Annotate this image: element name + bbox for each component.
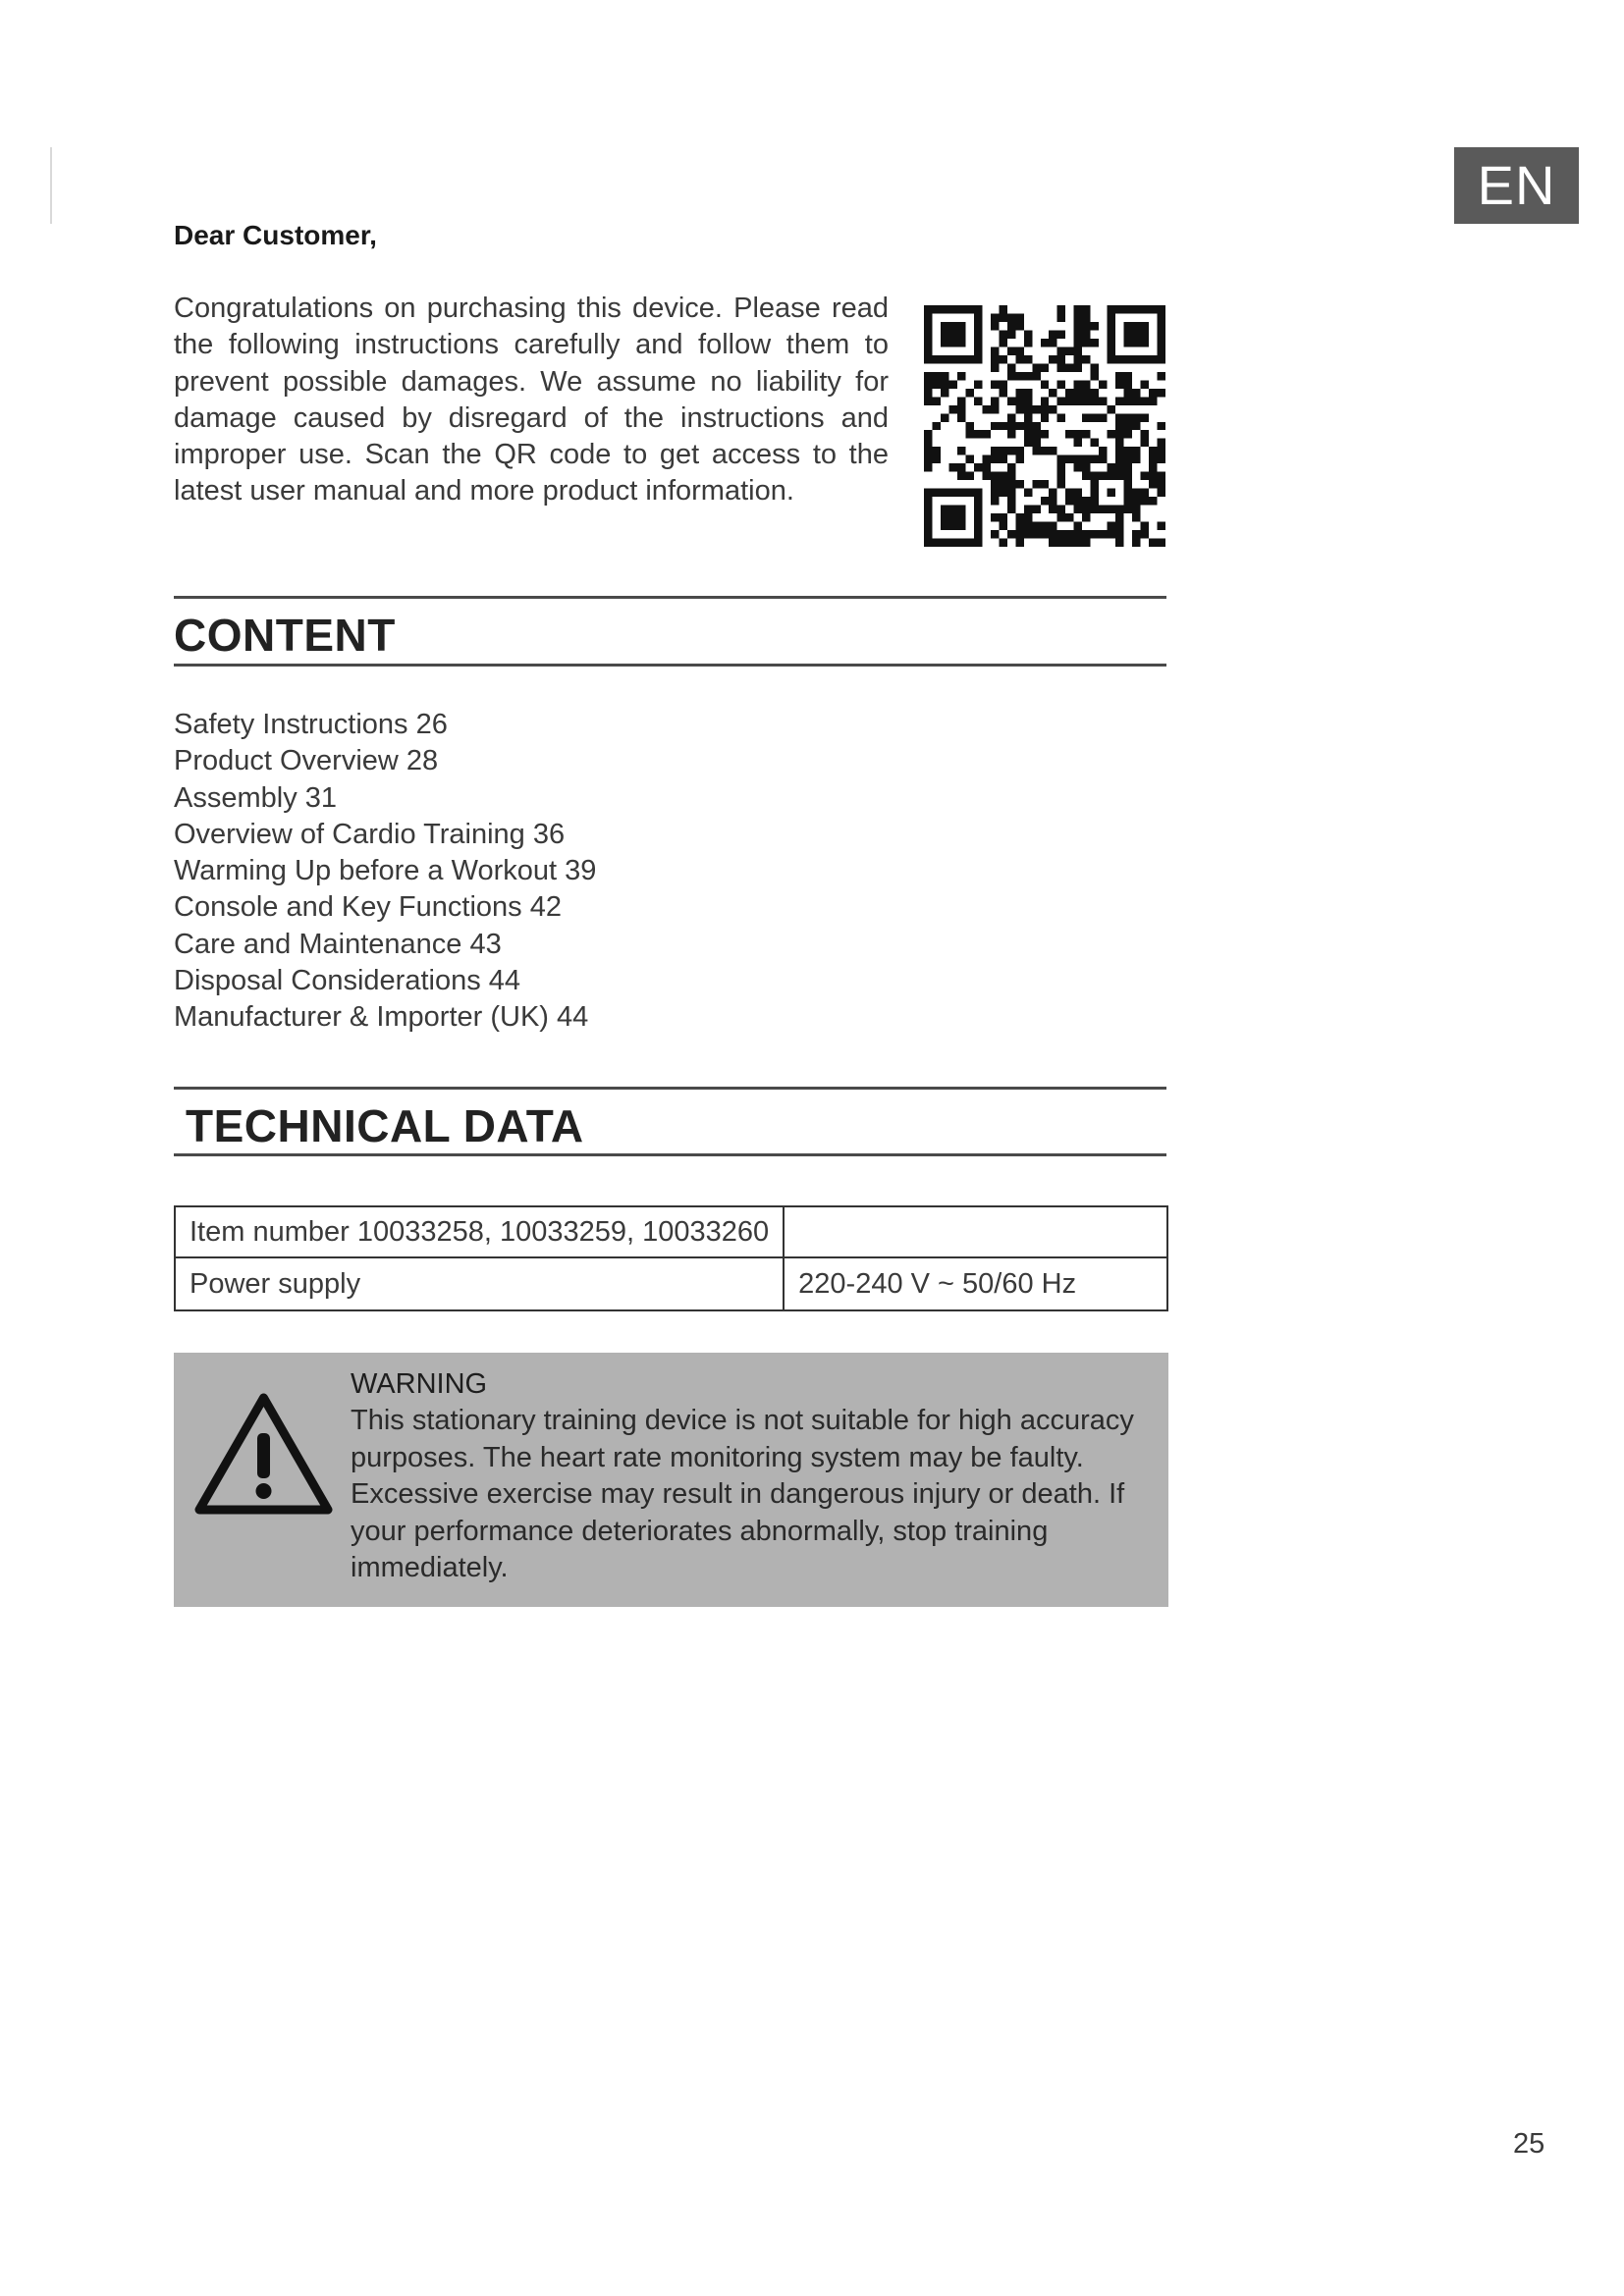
table-cell-value — [784, 1206, 1167, 1257]
technical-rule-bottom — [174, 1153, 1166, 1156]
toc-item[interactable]: Warming Up before a Workout 39 — [174, 855, 597, 887]
greeting: Dear Customer, — [174, 220, 377, 250]
technical-data-heading: TECHNICAL DATA — [186, 1100, 584, 1151]
content-rule-bottom — [174, 664, 1166, 667]
item-number-label: Item number 10033258, 10033259, 10033260 — [189, 1216, 770, 1248]
warning-box — [174, 1353, 1168, 1607]
language-badge: EN — [1454, 147, 1579, 224]
qr-code[interactable] — [924, 305, 1165, 547]
table-cell-label: Power supply — [175, 1257, 784, 1310]
toc-item[interactable]: Safety Instructions 26 — [174, 709, 448, 740]
warning-triangle-icon — [192, 1390, 335, 1518]
content-rule-top — [174, 596, 1166, 599]
table-of-contents — [174, 707, 596, 1037]
table-row — [175, 1257, 1167, 1310]
toc-item[interactable]: Disposal Considerations 44 — [174, 965, 521, 997]
table-cell-label — [175, 1206, 784, 1257]
margin-marker — [50, 147, 52, 224]
technical-data-table — [174, 1205, 1168, 1311]
technical-rule-top — [174, 1087, 1166, 1090]
toc-item[interactable]: Assembly 31 — [174, 781, 338, 814]
content-heading: CONTENT — [174, 610, 396, 661]
table-cell-value: 220-240 V ~ 50/60 Hz — [784, 1257, 1167, 1310]
toc-item[interactable]: Care and Maintenance 43 — [174, 928, 502, 960]
toc-item[interactable]: Console and Key Functions 42 — [174, 891, 562, 924]
warning-text: This stationary training device is not suitable for high accuracy purposes. The heart rate monitoring system may be faulty. Excessive exercise may result in dangerous injury or death. If your performance deteriorates abnormally, stop training immediately. — [351, 1405, 1134, 1583]
warning-title: WARNING — [351, 1368, 488, 1400]
intro-paragraph: Congratulations on purchasing this device. Please read the following instructions carefully and follow them to prevent possible damages. We assume no liability for damage caused by disregard of the instructions and improper use. Scan the QR code to get access to the latest user manual and more product information. — [174, 293, 889, 507]
toc-item[interactable]: Product Overview 28 — [174, 745, 439, 777]
table-row — [175, 1206, 1167, 1257]
toc-item[interactable]: Overview of Cardio Training 36 — [174, 818, 566, 850]
page-number: 25 — [1513, 2128, 1545, 2160]
toc-item[interactable]: Manufacturer & Importer (UK) 44 — [174, 1001, 589, 1034]
